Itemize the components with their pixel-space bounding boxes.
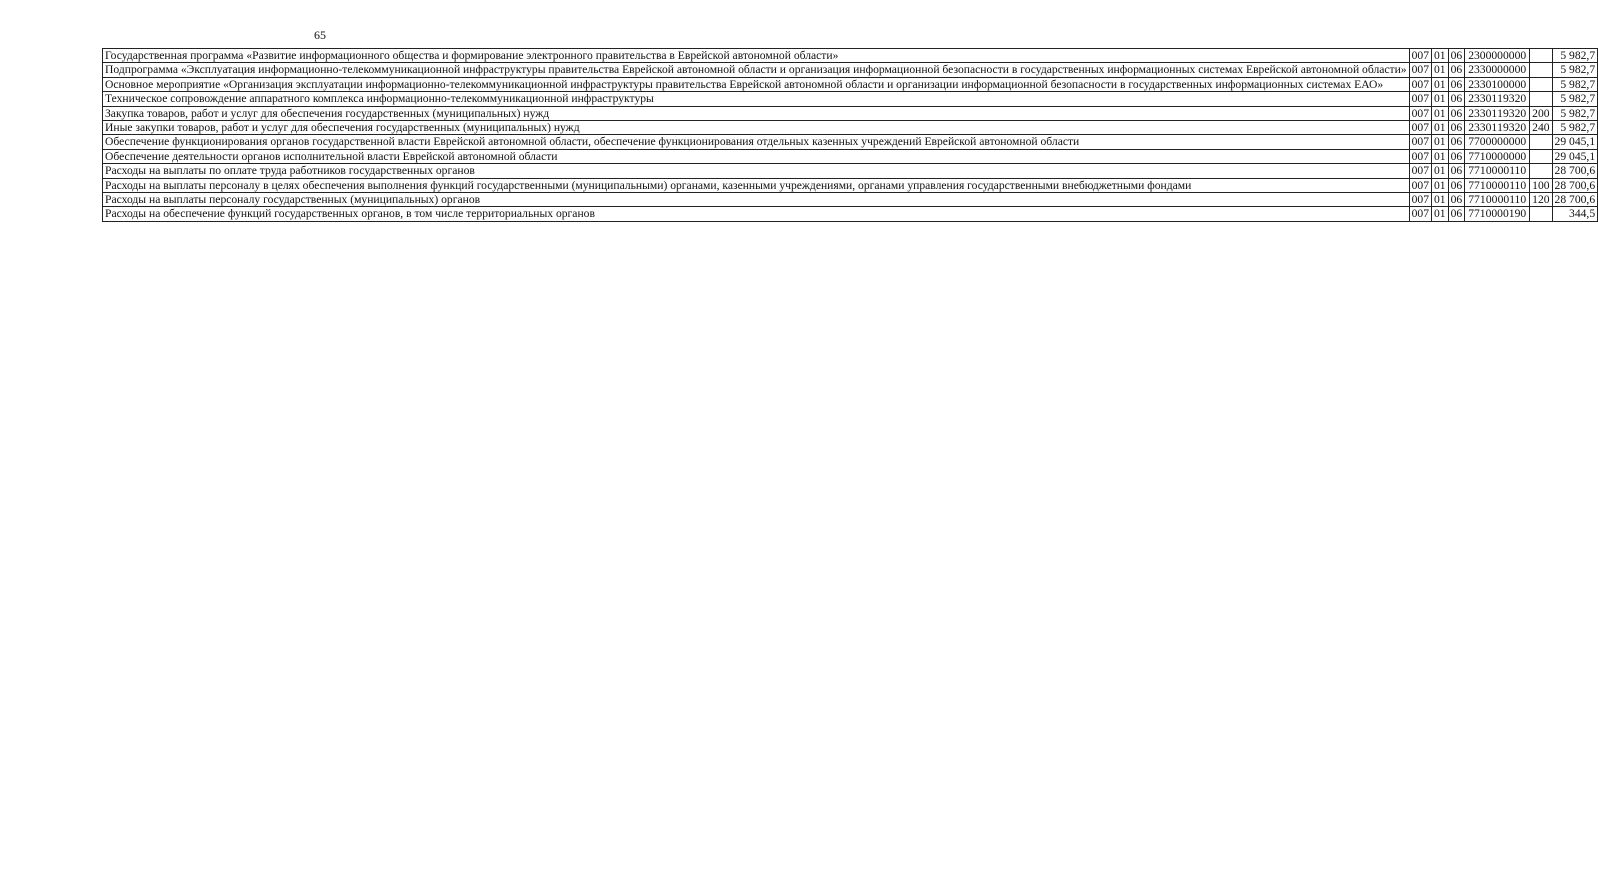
activity-code: 00 (1485, 63, 1498, 77)
table-row (103, 207, 1598, 221)
expense-type-code (1530, 49, 1552, 63)
program-code: 23 (1468, 49, 1480, 62)
amount: 5 982,7 (1552, 121, 1598, 135)
amount: 5 982,7 (1552, 63, 1598, 77)
activity-code: 01 (1485, 92, 1498, 106)
table-row (103, 149, 1598, 163)
expense-type-code: 120 (1530, 193, 1552, 207)
target-article-code (1465, 92, 1530, 106)
target-article-code (1465, 207, 1530, 221)
direction-code: 00110 (1497, 178, 1527, 192)
target-article-code (1465, 77, 1530, 91)
amount: 28 700,6 (1552, 178, 1598, 192)
subprogram-code: 3 (1479, 77, 1486, 91)
section-code: 01 (1432, 135, 1449, 149)
subsection-code: 06 (1448, 207, 1465, 221)
table-row (103, 77, 1598, 91)
expense-type-code (1530, 149, 1552, 163)
direction-code: 00190 (1497, 207, 1527, 221)
program-code: 77 (1468, 149, 1480, 163)
section-code: 01 (1432, 106, 1449, 120)
budget-table (102, 48, 1598, 222)
amount: 5 982,7 (1552, 49, 1598, 63)
expense-name: Расходы на выплаты по оплате труда работников государственных органов (103, 164, 1410, 178)
direction-code: 00000 (1497, 49, 1527, 62)
table-row (103, 193, 1598, 207)
program-code: 23 (1468, 77, 1480, 91)
expense-type-code: 100 (1530, 178, 1552, 192)
ministry-code: 007 (1409, 77, 1431, 91)
subprogram-code: 1 (1479, 164, 1486, 178)
activity-code: 00 (1485, 135, 1498, 149)
expense-name: Иные закупки товаров, работ и услуг для обеспечения государственных (муниципальных) нужд (103, 121, 1410, 135)
subprogram-code: 1 (1479, 193, 1486, 207)
direction-code: 00000 (1497, 149, 1527, 163)
direction-code: 19320 (1497, 121, 1527, 135)
table-row (103, 164, 1598, 178)
subprogram-code: 1 (1479, 178, 1486, 192)
ministry-code: 007 (1409, 178, 1431, 192)
program-code: 77 (1468, 178, 1480, 192)
program-code: 77 (1468, 135, 1480, 149)
subprogram-code: 3 (1479, 121, 1486, 135)
section-code: 01 (1432, 49, 1449, 63)
table-row (103, 121, 1598, 135)
subsection-code: 06 (1448, 49, 1465, 63)
table-row (103, 63, 1598, 77)
activity-code: 00 (1485, 193, 1498, 207)
section-code: 01 (1432, 77, 1449, 91)
table-row (103, 178, 1598, 192)
expense-name: Обеспечение деятельности органов исполнительной власти Еврейской автономной области (103, 149, 1410, 163)
amount: 5 982,7 (1552, 92, 1598, 106)
expense-type-code (1530, 135, 1552, 149)
direction-code: 00000 (1497, 135, 1527, 149)
expense-name: Расходы на выплаты персоналу государственных (муниципальных) органов (103, 193, 1410, 207)
expense-type-code (1530, 207, 1552, 221)
target-article-code (1465, 193, 1530, 207)
program-code: 23 (1468, 92, 1480, 106)
amount: 28 700,6 (1552, 193, 1598, 207)
activity-code: 01 (1485, 77, 1498, 91)
target-article-code (1465, 149, 1530, 163)
section-code: 01 (1432, 193, 1449, 207)
activity-code: 00 (1485, 164, 1498, 178)
page-number: 65 (314, 28, 326, 42)
ministry-code: 007 (1409, 207, 1431, 221)
table-row (103, 135, 1598, 149)
subprogram-code: 1 (1479, 207, 1486, 221)
target-article-code (1465, 106, 1530, 120)
program-code: 23 (1468, 121, 1480, 135)
direction-code: 19320 (1497, 106, 1527, 120)
ministry-code: 007 (1409, 92, 1431, 106)
expense-name: Расходы на выплаты персоналу в целях обеспечения выполнения функций государственными (муниципальными) органами, казенными учреждениями, органами управления государственными внебюджетными фондами (103, 178, 1410, 192)
expense-type-code: 240 (1530, 121, 1552, 135)
subsection-code: 06 (1448, 149, 1465, 163)
subsection-code: 06 (1448, 106, 1465, 120)
ministry-code: 007 (1409, 121, 1431, 135)
expense-type-code (1530, 77, 1552, 91)
subsection-code: 06 (1448, 164, 1465, 178)
section-code: 01 (1432, 121, 1449, 135)
subsection-code: 06 (1448, 63, 1465, 77)
amount: 29 045,1 (1552, 135, 1598, 149)
section-code: 01 (1432, 92, 1449, 106)
amount: 5 982,7 (1552, 106, 1598, 120)
subsection-code: 06 (1448, 178, 1465, 192)
amount: 5 982,7 (1552, 77, 1598, 91)
subprogram-code: 1 (1479, 149, 1486, 163)
expense-type-code (1530, 92, 1552, 106)
target-article-code (1465, 121, 1530, 135)
section-code: 01 (1432, 178, 1449, 192)
program-code: 23 (1468, 106, 1480, 120)
program-code: 77 (1468, 193, 1480, 207)
expense-name: Подпрограмма «Эксплуатация информационно-телекоммуникационной инфраструктуры правительства Еврейской автономной области и организация информационной безопасности в государственных информационных системах Еврейской автономной области» (103, 63, 1410, 77)
target-article-code (1465, 178, 1530, 192)
target-article-code (1465, 49, 1530, 63)
expense-name: Государственная программа «Развитие информационного общества и формирование электронного правительства в Еврейской автономной области» (103, 49, 1410, 63)
subprogram-code: 3 (1479, 106, 1486, 120)
expense-name: Расходы на обеспечение функций государственных органов, в том числе территориальных органов (103, 207, 1410, 221)
ministry-code: 007 (1409, 106, 1431, 120)
ministry-code: 007 (1409, 49, 1431, 63)
subsection-code: 06 (1448, 92, 1465, 106)
amount: 344,5 (1552, 207, 1598, 221)
direction-code: 19320 (1497, 92, 1527, 106)
program-code: 77 (1468, 207, 1480, 221)
program-code: 77 (1468, 164, 1480, 178)
expense-type-code (1530, 63, 1552, 77)
section-code: 01 (1432, 63, 1449, 77)
subsection-code: 06 (1448, 77, 1465, 91)
activity-code: 00 (1485, 49, 1498, 62)
activity-code: 01 (1485, 106, 1498, 120)
expense-type-code: 200 (1530, 106, 1552, 120)
amount: 29 045,1 (1552, 149, 1598, 163)
amount: 28 700,6 (1552, 164, 1598, 178)
table-row (103, 49, 1598, 63)
subsection-code: 06 (1448, 135, 1465, 149)
target-article-code (1465, 63, 1530, 77)
activity-code: 00 (1485, 149, 1498, 163)
direction-code: 00110 (1497, 193, 1527, 207)
expense-name: Техническое сопровождение аппаратного комплекса информационно-телекоммуникационной инфраструктуры (103, 92, 1410, 106)
section-code: 01 (1432, 164, 1449, 178)
target-article-code (1465, 164, 1530, 178)
activity-code: 00 (1485, 178, 1498, 192)
section-code: 01 (1432, 149, 1449, 163)
direction-code: 00000 (1497, 77, 1527, 91)
table-row (103, 106, 1598, 120)
subsection-code: 06 (1448, 121, 1465, 135)
subsection-code: 06 (1448, 193, 1465, 207)
ministry-code: 007 (1409, 63, 1431, 77)
target-article-code (1465, 135, 1530, 149)
subprogram-code: 3 (1479, 92, 1486, 106)
direction-code: 00000 (1497, 63, 1527, 77)
activity-code: 00 (1485, 207, 1498, 221)
program-code: 23 (1468, 63, 1480, 77)
subprogram-code: 0 (1479, 49, 1486, 62)
ministry-code: 007 (1409, 135, 1431, 149)
direction-code: 00110 (1497, 164, 1527, 178)
activity-code: 01 (1485, 121, 1498, 135)
expense-name: Основное мероприятие «Организация эксплуатации информационно-телекоммуникационной инфраструктуры правительства Еврейской автономной области и организации информационной безопасности в государственных информационных системах ЕАО» (103, 77, 1410, 91)
ministry-code: 007 (1409, 193, 1431, 207)
ministry-code: 007 (1409, 164, 1431, 178)
expense-type-code (1530, 164, 1552, 178)
table-row (103, 92, 1598, 106)
ministry-code: 007 (1409, 149, 1431, 163)
expense-name: Обеспечение функционирования органов государственной власти Еврейской автономной области, обеспечение функционирования отдельных казенных учреждений Еврейской автономной области (103, 135, 1410, 149)
section-code: 01 (1432, 207, 1449, 221)
subprogram-code: 0 (1479, 135, 1486, 149)
subprogram-code: 3 (1479, 63, 1486, 77)
expense-name: Закупка товаров, работ и услуг для обеспечения государственных (муниципальных) нужд (103, 106, 1410, 120)
